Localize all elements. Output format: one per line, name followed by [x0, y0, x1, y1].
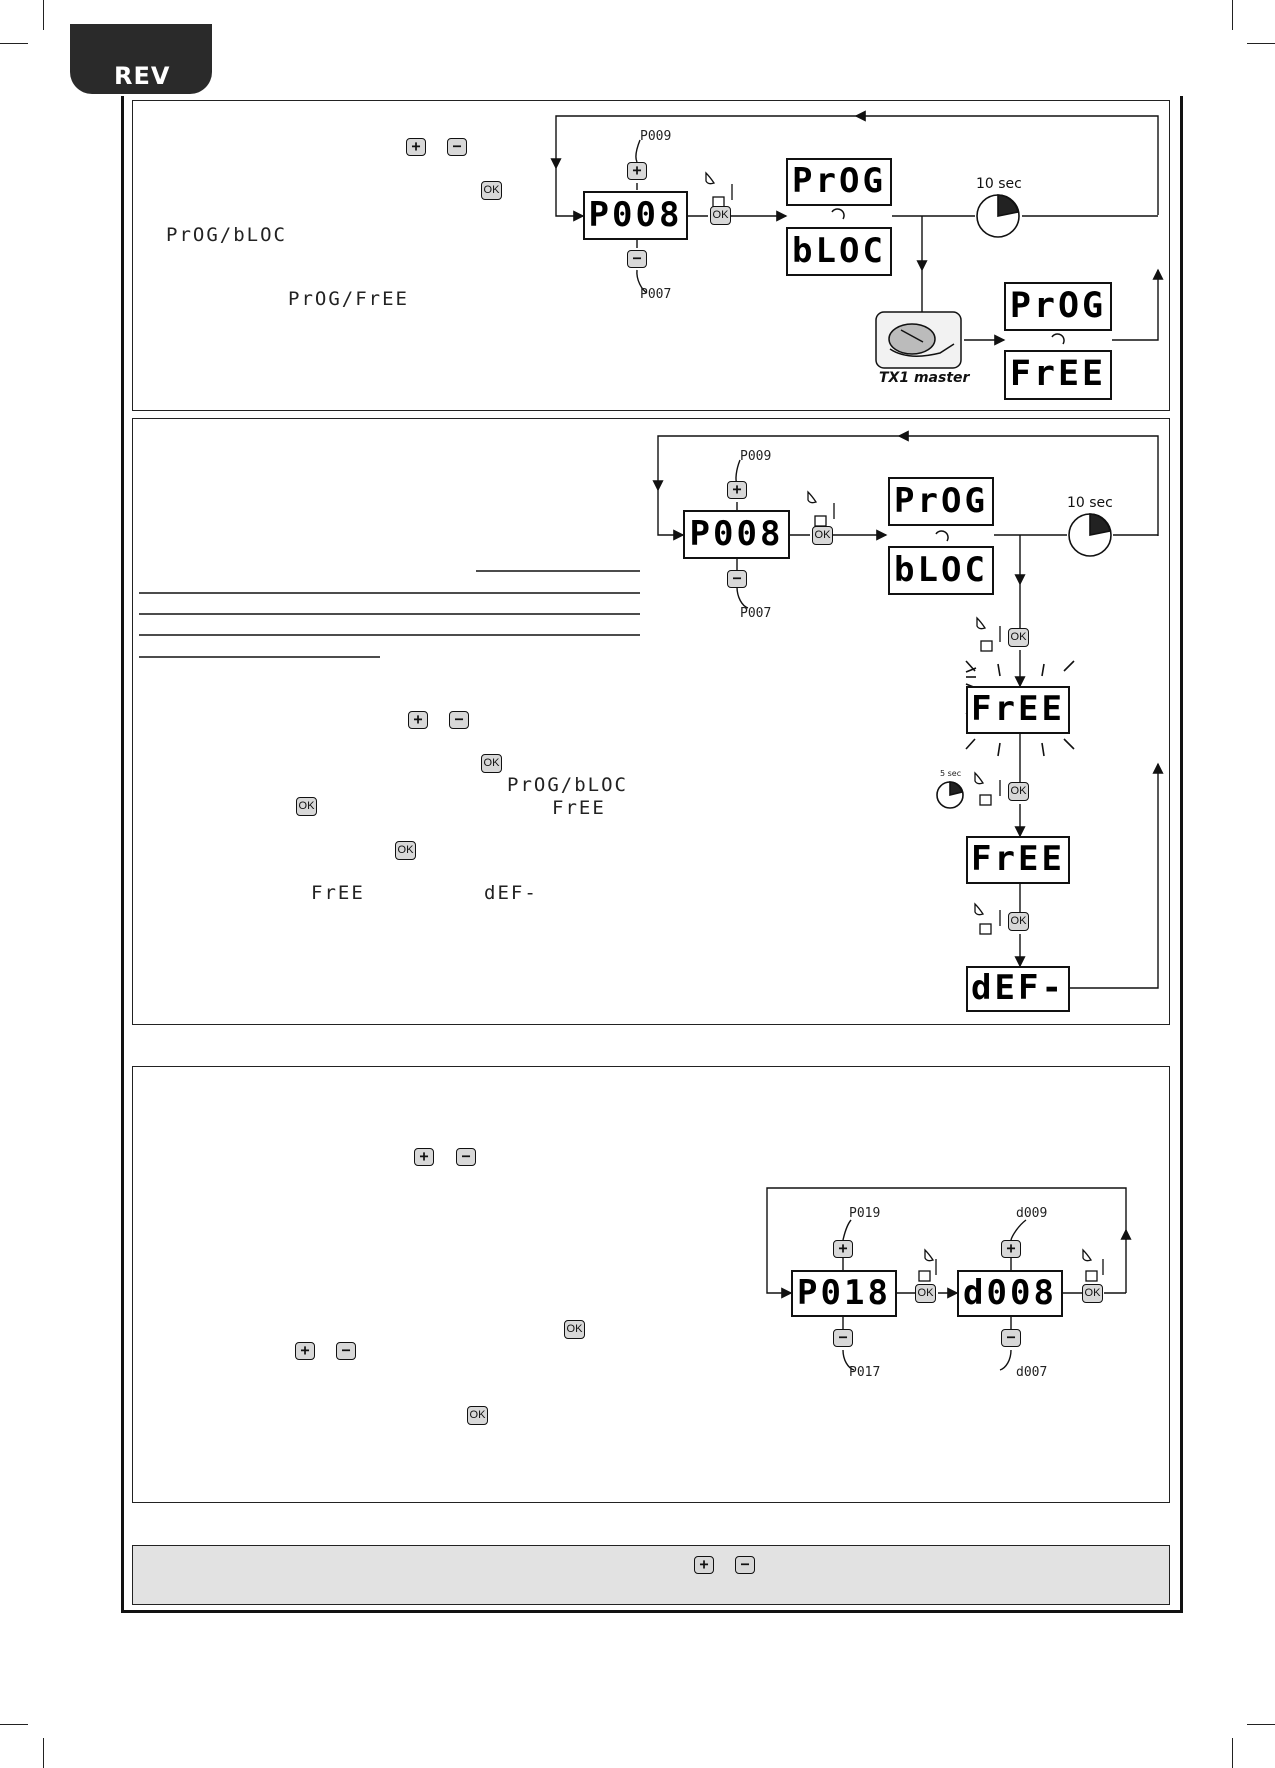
- plus-button-icon[interactable]: +: [833, 1240, 853, 1258]
- display-free-confirm: FrEE: [966, 836, 1070, 884]
- plus-button-icon[interactable]: +: [414, 1148, 434, 1166]
- ok-button-icon[interactable]: OK: [564, 1320, 585, 1339]
- minus-button-icon[interactable]: −: [833, 1329, 853, 1347]
- display-param: P018: [791, 1270, 897, 1317]
- ok-button-icon[interactable]: OK: [1008, 782, 1029, 801]
- minus-button-icon[interactable]: −: [1001, 1329, 1021, 1347]
- param-plus-label: P009: [640, 129, 672, 144]
- plus-button-icon[interactable]: +: [694, 1556, 714, 1574]
- ok-button-icon[interactable]: OK: [296, 797, 317, 816]
- inline-code-free: FrEE: [552, 797, 606, 819]
- plus-button-icon[interactable]: +: [408, 711, 428, 729]
- minus-button-icon[interactable]: −: [627, 250, 647, 268]
- param-minus-label: P017: [849, 1365, 881, 1380]
- hold-time-label: 5 sec: [940, 769, 962, 778]
- display-free-blinking: FrEE: [966, 686, 1070, 734]
- minus-button-icon[interactable]: −: [735, 1556, 755, 1574]
- timer-label: 10 sec: [1067, 495, 1113, 511]
- plus-button-icon[interactable]: +: [627, 162, 647, 180]
- minus-button-icon[interactable]: −: [449, 711, 469, 729]
- inline-code-free: FrEE: [311, 882, 365, 904]
- minus-button-icon[interactable]: −: [447, 138, 467, 156]
- display-bloc: bLOC: [786, 227, 892, 276]
- timer-label: 10 sec: [976, 176, 1022, 192]
- ok-button-icon[interactable]: OK: [395, 841, 416, 860]
- inline-code-prog-bloc: PrOG/bLOC: [507, 774, 628, 796]
- value-minus-label: d007: [1016, 1365, 1048, 1380]
- inline-code-prog-free: PrOG/FrEE: [288, 288, 409, 310]
- ok-button-icon[interactable]: OK: [1008, 628, 1029, 647]
- inline-code-def: dEF-: [484, 882, 538, 904]
- remote-icon: [876, 312, 961, 368]
- plus-button-icon[interactable]: +: [1001, 1240, 1021, 1258]
- display-param: P008: [683, 510, 790, 559]
- param-plus-label: P009: [740, 449, 772, 464]
- param-minus-label: P007: [740, 606, 772, 621]
- ok-button-icon[interactable]: OK: [1008, 912, 1029, 931]
- display-bloc: bLOC: [888, 546, 994, 595]
- minus-button-icon[interactable]: −: [727, 570, 747, 588]
- display-free-result: FrEE: [1004, 350, 1112, 400]
- display-prog-result: PrOG: [1004, 282, 1112, 331]
- tab-label: REV: [114, 62, 171, 90]
- plus-button-icon[interactable]: +: [406, 138, 426, 156]
- display-def: dEF-: [966, 966, 1070, 1012]
- display-prog: PrOG: [888, 477, 994, 526]
- plus-button-icon[interactable]: +: [727, 481, 747, 499]
- ok-button-icon[interactable]: OK: [467, 1406, 488, 1425]
- value-plus-label: d009: [1016, 1206, 1048, 1221]
- plus-button-icon[interactable]: +: [295, 1342, 315, 1360]
- inline-code-prog-bloc: PrOG/bLOC: [166, 224, 287, 246]
- ok-button-icon[interactable]: OK: [1082, 1284, 1103, 1303]
- ok-button-icon[interactable]: OK: [812, 526, 833, 545]
- minus-button-icon[interactable]: −: [336, 1342, 356, 1360]
- remote-label: TX1 master: [879, 370, 970, 386]
- display-value: d008: [957, 1270, 1063, 1317]
- display-prog: PrOG: [786, 158, 892, 206]
- minus-button-icon[interactable]: −: [456, 1148, 476, 1166]
- param-minus-label: P007: [640, 287, 672, 302]
- display-param: P008: [583, 191, 688, 240]
- ok-button-icon[interactable]: OK: [481, 181, 502, 200]
- param-plus-label: P019: [849, 1206, 881, 1221]
- ok-button-icon[interactable]: OK: [915, 1284, 936, 1303]
- ok-button-icon[interactable]: OK: [710, 206, 731, 225]
- ok-button-icon[interactable]: OK: [481, 754, 502, 773]
